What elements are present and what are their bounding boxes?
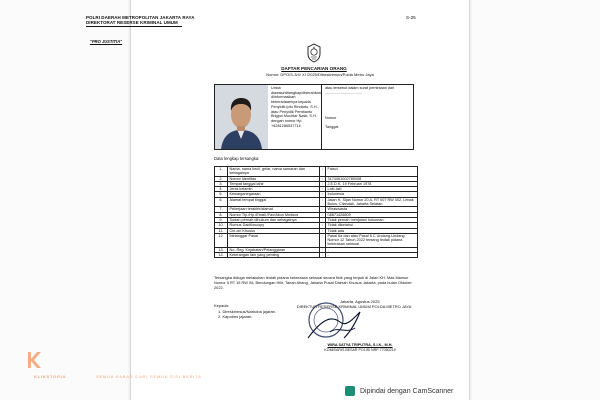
- table-row: [215, 253, 418, 258]
- cell-label: Tempat tanggal lahir: [228, 181, 320, 186]
- cell-value: -: [326, 253, 418, 258]
- request-date-label: Tanggal: [325, 125, 339, 129]
- recipient-list: [214, 303, 276, 320]
- official-stamp-signature: [300, 292, 376, 350]
- cell-no: 5.: [215, 192, 228, 197]
- cell-value: 08871426809: [326, 212, 418, 217]
- suspect-data-table: [214, 166, 418, 258]
- cell-value: Pasal 6a dan atau Pasal 6 C Undang-Undang Nomor 12 Tahun 2022 tentang tindak pidana kekerasan seksual.: [326, 233, 418, 247]
- cell-label: Nomor identitas: [228, 176, 320, 181]
- cell-value: Faisol: [326, 167, 418, 177]
- camscanner-label: Dipindai dengan CamScanner: [360, 387, 454, 395]
- document-title: DAFTAR PENCARIAN ORANG: [281, 66, 347, 71]
- table-row: [215, 197, 418, 207]
- cell-value: Wiraswasta: [326, 207, 418, 212]
- cell-label: Nomor Tlp./Hp./Email./Fax/Akun Medsos: [228, 212, 320, 217]
- cell-sep: :: [320, 187, 326, 192]
- header-line-2: DIREKTORAT RESERSE KRIMINAL UMUM: [86, 20, 178, 26]
- incident-paragraph: Tersangka diduga melakukan tindak pidana kekerasan seksual secara fisik yang terjadi di Jalan KH. Mas Mansur Nomor 5 RT 15 RW 08, Bendungan Hilir, Tanah Abang, Jakarta Pusat Daerah Khusus Jakarta, pada bulan Oktober 2022.: [214, 275, 412, 291]
- data-heading: Data lengkap tersangka:: [214, 156, 260, 161]
- police-emblem-icon: [306, 43, 322, 63]
- watermark-brand: KLIKSTORIA: [34, 374, 67, 379]
- signature-date: Jakarta, Agustus 2025: [340, 299, 380, 304]
- cell-label: Rumus Dactiloscopy: [228, 223, 320, 228]
- cell-sep: :: [320, 212, 326, 217]
- camscanner-badge: [345, 386, 453, 396]
- signature-name: WIRA SATYA TRIPUTRA, S.I.K., M.H.: [327, 343, 393, 347]
- cell-no: 11.: [215, 228, 228, 233]
- signature-rank: KOMISARIS BESAR POLISI NRP 77050219: [324, 348, 396, 352]
- form-code: S-25: [406, 15, 416, 20]
- cell-no: 1.: [215, 167, 228, 177]
- cell-no: 8.: [215, 212, 228, 217]
- cell-no: 9.: [215, 217, 228, 222]
- cell-value: Jalan H. Sijan Nomor 20 A, RT 007 RW 002, Lebak Bulus, Cilandak, Jakarta Selatan.: [326, 197, 418, 207]
- cell-value: Tidak diketahui: [326, 223, 418, 228]
- cell-label: Nama, nama kecil, gelar, nama samaran dan sebagainya: [228, 167, 320, 177]
- cell-no: 12.: [215, 233, 228, 247]
- header-underline: [86, 26, 182, 27]
- document-header: [86, 15, 195, 27]
- suspect-photo: [215, 85, 268, 149]
- cell-label: No. Reg. Kejahatan/Pelanggaran: [228, 247, 320, 252]
- cell-sep: :: [320, 207, 326, 212]
- request-number-label: Nomor: [325, 116, 337, 120]
- camscanner-icon: [345, 386, 355, 396]
- cell-value: J.E.D.K, 19 Februari 1978: [326, 181, 418, 186]
- cell-label: Melanggar Pasal: [228, 233, 320, 247]
- cell-no: 2.: [215, 176, 228, 181]
- cell-label: Jenis kelamin: [228, 187, 320, 192]
- recipient-item: 1. Direskrimsus/Narkoba jajaran.: [218, 308, 277, 314]
- table-row: [215, 167, 418, 177]
- cell-value: 3174061002780008: [326, 176, 418, 181]
- cell-no: 4.: [215, 187, 228, 192]
- cell-value: Laki-laki: [326, 187, 418, 192]
- cell-sep: :: [320, 181, 326, 186]
- cell-label: Kewarganegaraan: [228, 192, 320, 197]
- cell-value: Tidak ada: [326, 228, 418, 233]
- cell-sep: :: [320, 223, 326, 228]
- cell-value: Tidak pernah menjalani hukuman.: [326, 217, 418, 222]
- recipient-heading: Kepada:: [214, 303, 229, 308]
- cell-label: Sudah pernah dihukum dan sebagainya: [228, 217, 320, 222]
- cell-value: Indonesia: [326, 192, 418, 197]
- cell-sep: :: [320, 253, 326, 258]
- cell-no: 10.: [215, 223, 228, 228]
- header-line-1: POLRI DAERAH METROPOLITAN JAKARTA RAYA: [86, 15, 195, 20]
- photo-caption: Untuk diawasi/ditangkap/diserahkan/ diinformasikan keberadaannya kepada Penyidik Iptu Rindarto, S.H., atau Penyidik Pembantu Brigpol Muchtar Nasir, S.H. dengan nomor Hp. +6281286537714: [271, 86, 322, 128]
- cell-no: 14.: [215, 253, 228, 258]
- cell-label: Alamat tempat tinggal: [228, 197, 320, 207]
- watermark-tagline: SEMUA KABAR DARI SEMUA SISI BERITA: [96, 374, 202, 379]
- cell-label: Keterangan lain yang penting: [228, 253, 320, 258]
- cell-no: 7.: [215, 207, 228, 212]
- request-caption: atau tersebut dalam surat pemintaan dari ...................................: [325, 86, 395, 95]
- cell-value: -: [326, 247, 418, 252]
- signature-organization: DIREKTUR RESERSE KRIMINAL UMUM POLDA METRO JAYA: [296, 304, 412, 309]
- cell-no: 13.: [215, 247, 228, 252]
- watermark-logo-icon: [22, 350, 44, 370]
- recipient-item: 2. Kapolres jajaran.: [218, 314, 253, 319]
- classification-label: "PRO JUSTITIA": [90, 39, 123, 44]
- cell-no: 6.: [215, 197, 228, 207]
- table-row: [215, 233, 418, 247]
- cell-sep: :: [320, 247, 326, 252]
- cell-label: Pekerjaan terakhir/alamat: [228, 207, 320, 212]
- cell-sep: :: [320, 176, 326, 181]
- cell-sep: :: [320, 228, 326, 233]
- cell-sep: :: [320, 217, 326, 222]
- cell-sep: :: [320, 167, 326, 177]
- document-number: Nomor: DPO/S-3/4/ XI /2025/Ditreskrimum/Polda Metro Jaya: [266, 72, 374, 77]
- cell-sep: :: [320, 197, 326, 207]
- cell-sep: :: [320, 192, 326, 197]
- cell-sep: :: [320, 233, 326, 247]
- cell-label: Ciri-ciri Khusus: [228, 228, 320, 233]
- cell-no: 3.: [215, 181, 228, 186]
